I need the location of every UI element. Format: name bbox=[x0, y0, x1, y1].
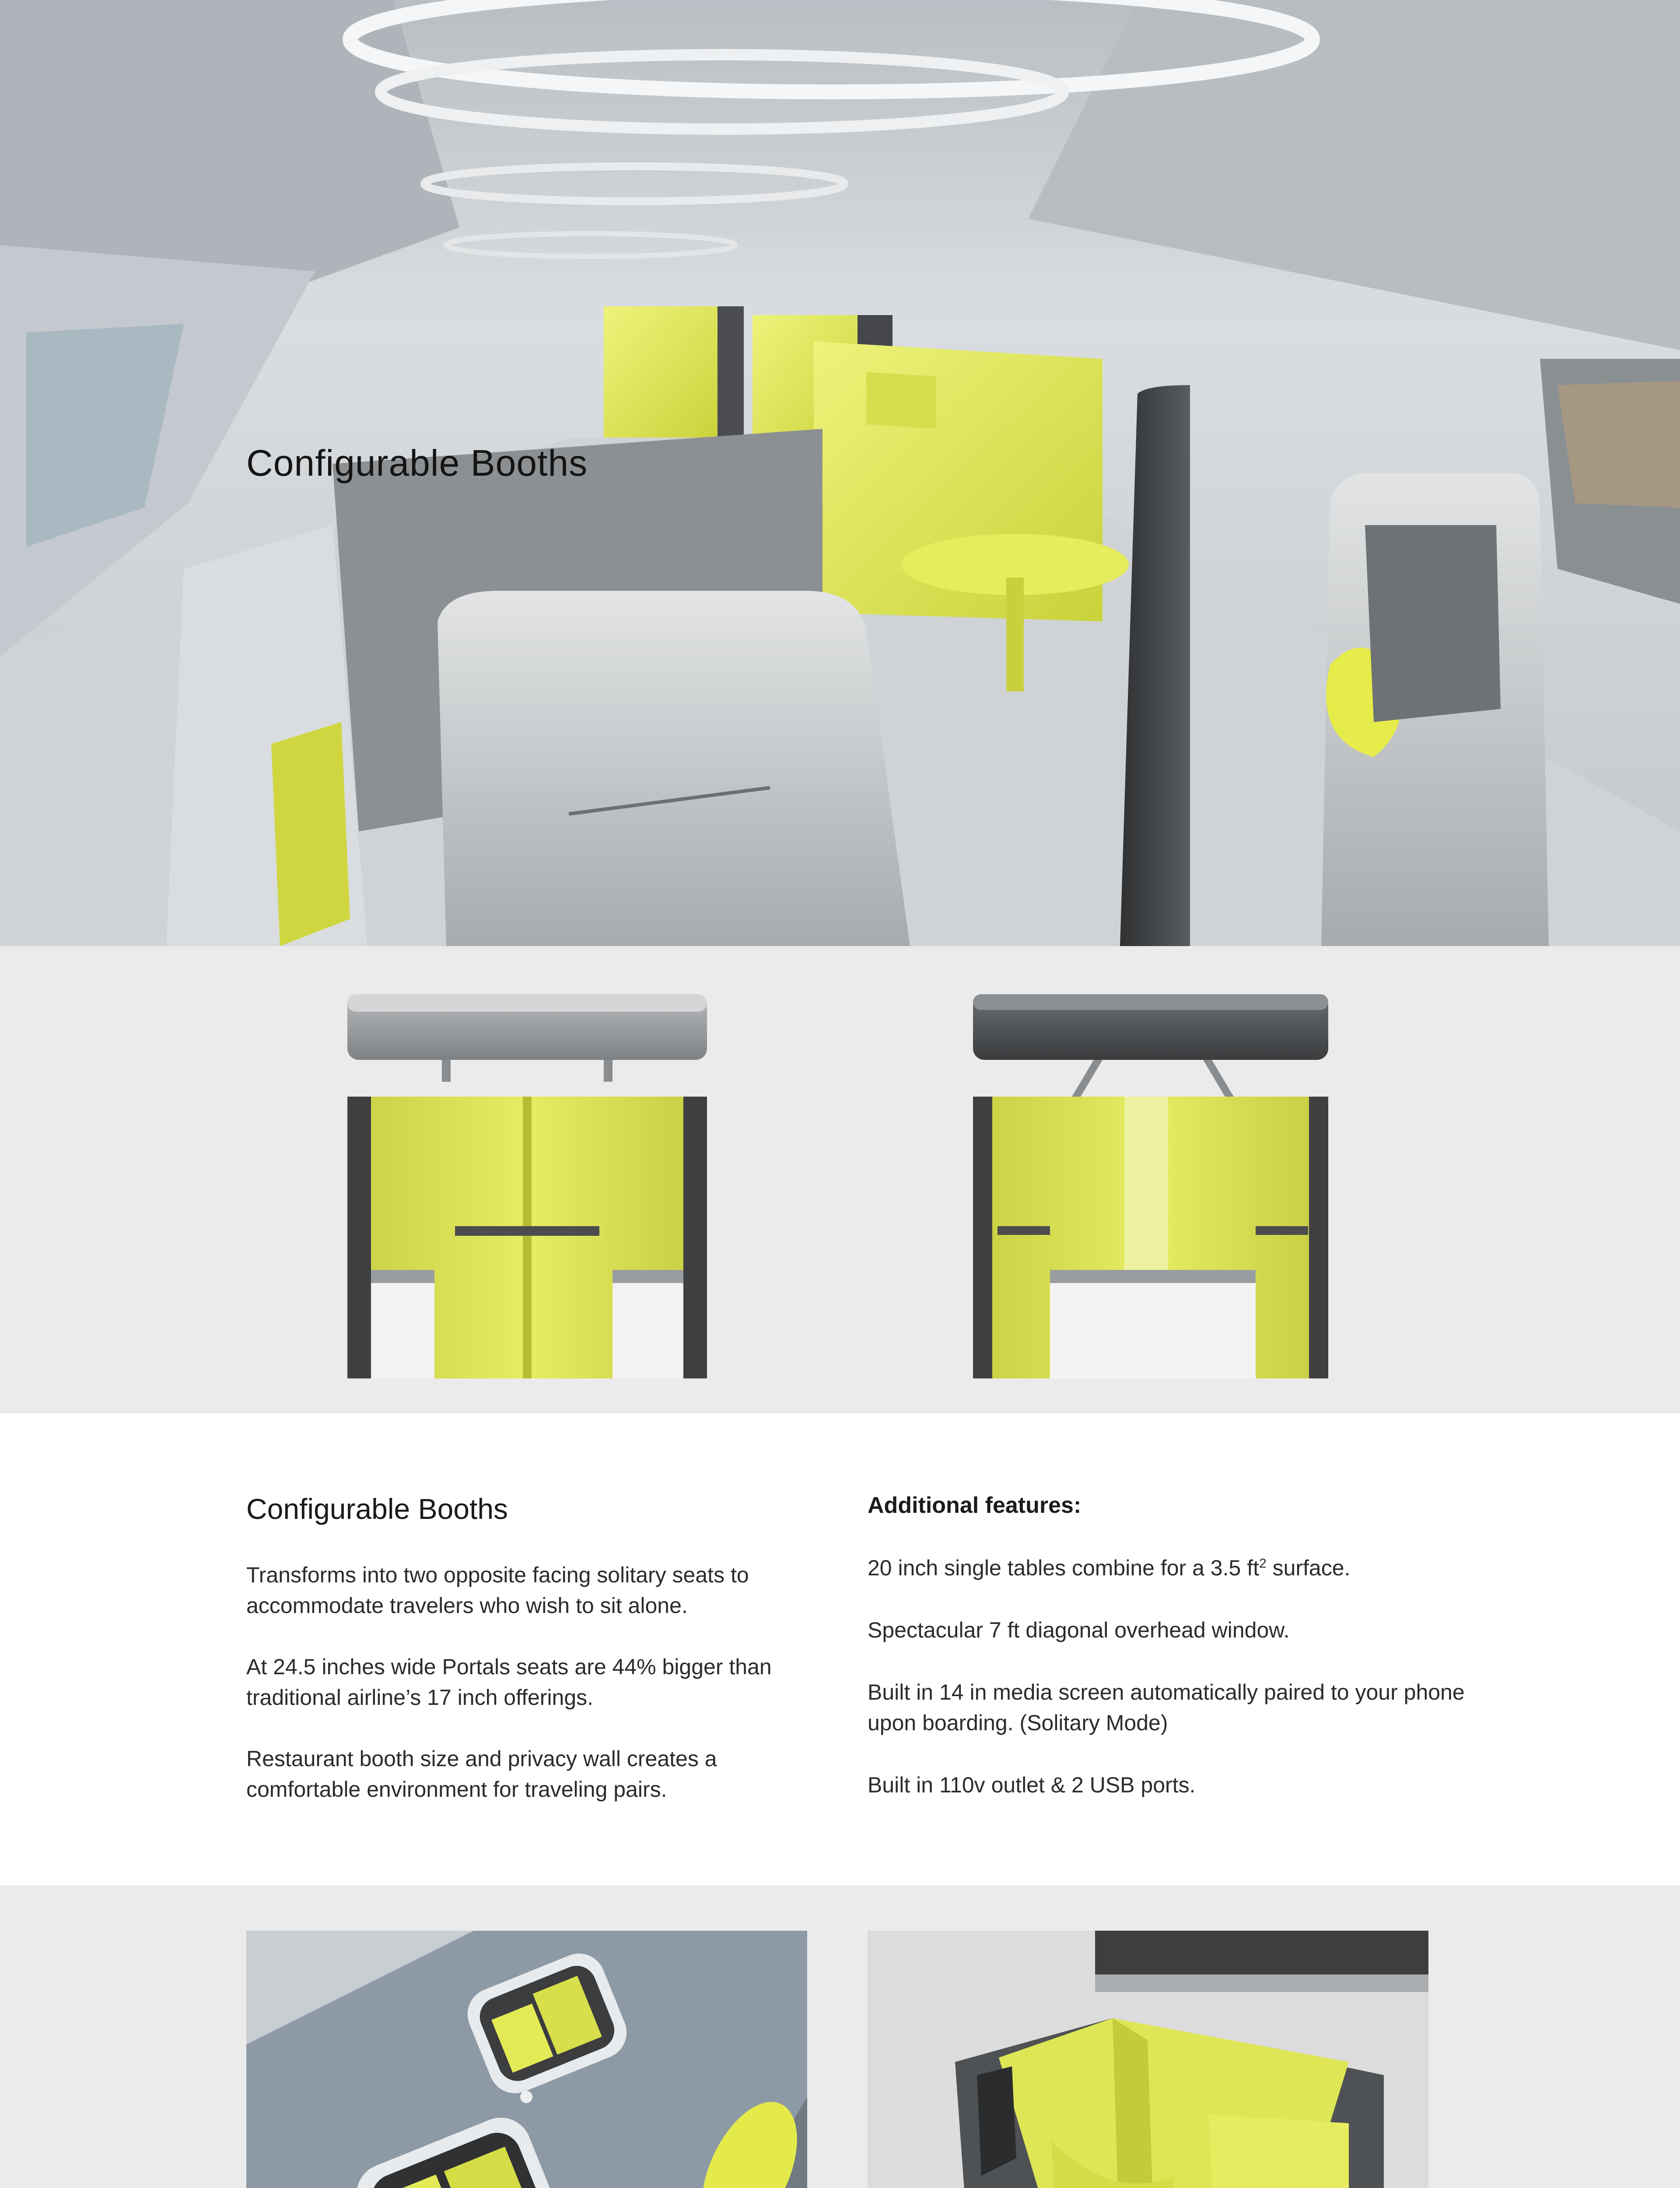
booth-elevation-solitary bbox=[973, 994, 1328, 1378]
feature-text: 20 inch single tables combine for a 3.5 ft bbox=[868, 1556, 1259, 1580]
booth-details-section bbox=[0, 1413, 1680, 1885]
hero-title: Configurable Booths bbox=[246, 442, 588, 484]
description-paragraph: Restaurant booth size and privacy wall creates a comfortable environment for traveling pairs. bbox=[246, 1746, 717, 1802]
features-heading: Additional features: bbox=[868, 1493, 1082, 1518]
feature-text: surface. bbox=[1266, 1556, 1351, 1580]
superscript: 2 bbox=[1259, 1556, 1267, 1571]
fuselage-top-cutaway-render bbox=[246, 1931, 807, 2188]
booth-description-column bbox=[246, 1492, 815, 1835]
aerial-renders-section bbox=[0, 1885, 1680, 2188]
feature-item bbox=[868, 1553, 1480, 1583]
booth-elevation-paired bbox=[347, 994, 707, 1378]
feature-item: Spectacular 7 ft diagonal overhead window. bbox=[868, 1618, 1290, 1642]
features-column bbox=[868, 1492, 1480, 1832]
booth-elevations-section bbox=[0, 946, 1680, 1413]
booth-heading: Configurable Booths bbox=[246, 1493, 508, 1525]
feature-item: Built in 14 in media screen automatically paired to your phone upon boarding. (Solitary Mode) bbox=[868, 1680, 1465, 1735]
booth-elevation-drawings bbox=[0, 946, 1680, 1413]
feature-item: Built in 110v outlet & 2 USB ports. bbox=[868, 1773, 1196, 1797]
hero-section bbox=[0, 0, 1680, 946]
description-paragraph: At 24.5 inches wide Portals seats are 44% bigger than traditional airline’s 17 inch offerings. bbox=[246, 1655, 772, 1710]
description-paragraph: Transforms into two opposite facing solitary seats to accommodate travelers who wish to sit alone. bbox=[246, 1563, 749, 1618]
booth-closeup-render bbox=[868, 1931, 1428, 2188]
